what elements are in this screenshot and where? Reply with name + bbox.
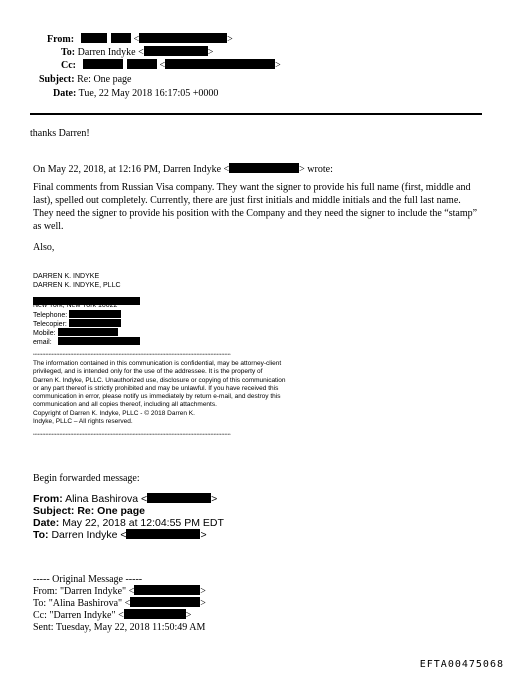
subject-value: Re: One page [77,74,132,85]
redaction-block [139,33,227,43]
subject-label: Subject: [39,74,75,85]
redaction-block [111,33,131,43]
to-label: To: [61,47,76,58]
date-label: Date: [53,88,77,99]
disclaimer-line: Indyke, PLLC – All rights reserved. [33,418,133,426]
signature-city: New York, New York 10022 [33,302,118,309]
original-title: ----- Original Message ----- [33,574,143,585]
forward-from-label: From: [33,493,63,505]
signature-firm: DARREN K. INDYKE, PLLC [33,282,121,289]
redaction-block [144,46,208,56]
angle-close: > [200,586,206,597]
forward-date-label: Date: [33,517,60,529]
quote-intro-text: On May 22, 2018, at 12:16 PM, Darren Indyke < [33,164,230,175]
telephone-label: Telephone: [33,312,68,319]
forward-to-label: To: [33,529,49,541]
original-sent: Sent: Tuesday, May 22, 2018 11:50:49 AM [33,622,206,633]
mobile-label: Mobile: [33,330,56,337]
angle-close: > [227,34,233,45]
disclaimer-line: or any part thereof is strictly prohibited and may be unlawful. If you have received this [33,384,279,392]
disclaimer-stars-top: ******************************************************************************************************************************* [33,352,231,357]
from-label: From: [47,34,75,45]
angle-close: > [200,529,207,541]
original-to: To: "Alina Bashirova" < [33,598,131,609]
redaction-block [126,529,200,539]
redaction-block [58,328,118,336]
disclaimer-line: Darren K. Indyke, PLLC. Unauthorized use, disclosure or copying of this communication [33,376,286,384]
header-subject-row [39,73,132,86]
angle-open: < [133,34,140,45]
redaction-block [147,493,211,503]
redaction-block [124,609,186,619]
redaction-block [127,59,157,69]
forward-to-row [33,529,207,542]
redaction-block [134,585,200,595]
original-from: From: "Darren Indyke" < [33,586,135,597]
disclaimer-stars-bottom: ******************************************************************************************************************************* [33,432,231,437]
forward-subject-label: Subject: [33,505,75,517]
redaction-block [83,59,123,69]
header-cc-row [61,59,281,72]
quoted-paragraph: Final comments from Russian Visa company. They want the signer to provide his full name (first, middle and last), spelled out completely. Currently, there are just first initials and middle initials and the full last name. They need the signer to provide his position with the Company and they need the signer to include the “stamp” as well. [33,182,478,232]
header-divider [30,113,482,115]
redaction-block [165,59,275,69]
angle-close: > [185,610,192,621]
to-value: Darren Indyke < [77,47,144,58]
quote-intro-end: > wrote: [299,164,333,175]
disclaimer-line: Copyright of Darren K. Indyke, PLLC - © 2018 Darren K. [33,409,195,417]
redaction-block [69,319,121,327]
disclaimer-line: privileged, and is intended only for the use of the addressee. It is the property of [33,368,263,376]
greeting: thanks Darren! [30,128,90,139]
angle-close: > [275,60,281,71]
header-from-row [47,33,233,46]
signature-email [33,337,140,347]
disclaimer-line: The information contained in this communication is confidential, may be attorney-client [33,360,282,367]
redaction-block [58,337,140,345]
redaction-block [229,163,299,173]
telecopier-label: Telecopier: [33,321,67,328]
disclaimer-line: communication in error, please notify us immediately by return e-mail, and destroy this [33,393,281,401]
redaction-block [69,310,121,318]
disclaimer-line: communication and all copies thereof, including all attachments. [33,401,217,409]
forward-from-value: Alina Bashirova < [65,493,148,505]
disclaimer-block [33,360,286,426]
date-value: Tue, 22 May 2018 16:17:05 +0000 [78,88,219,99]
forward-date-value: May 22, 2018 at 12:04:55 PM EDT [62,517,224,529]
redaction-block [130,597,200,607]
angle-close: > [207,47,214,58]
email-label: email: [33,339,52,346]
cc-label: Cc: [61,60,76,71]
header-date-row [53,87,218,100]
header-to-row [61,46,213,59]
original-cc: Cc: "Darren Indyke" < [33,610,124,621]
forward-subject-value: Re: One page [77,505,146,517]
redaction-block [81,33,107,43]
signature-name: DARREN K. INDYKE [33,273,100,280]
document-id: EFTA00475068 [419,659,504,670]
quote-intro [33,163,333,176]
angle-close: > [200,598,206,609]
also-line: Also, [33,242,55,253]
angle-open: < [159,60,166,71]
forward-to-value: Darren Indyke < [51,529,127,541]
angle-close: > [211,493,218,505]
forward-begin: Begin forwarded message: [33,473,140,484]
